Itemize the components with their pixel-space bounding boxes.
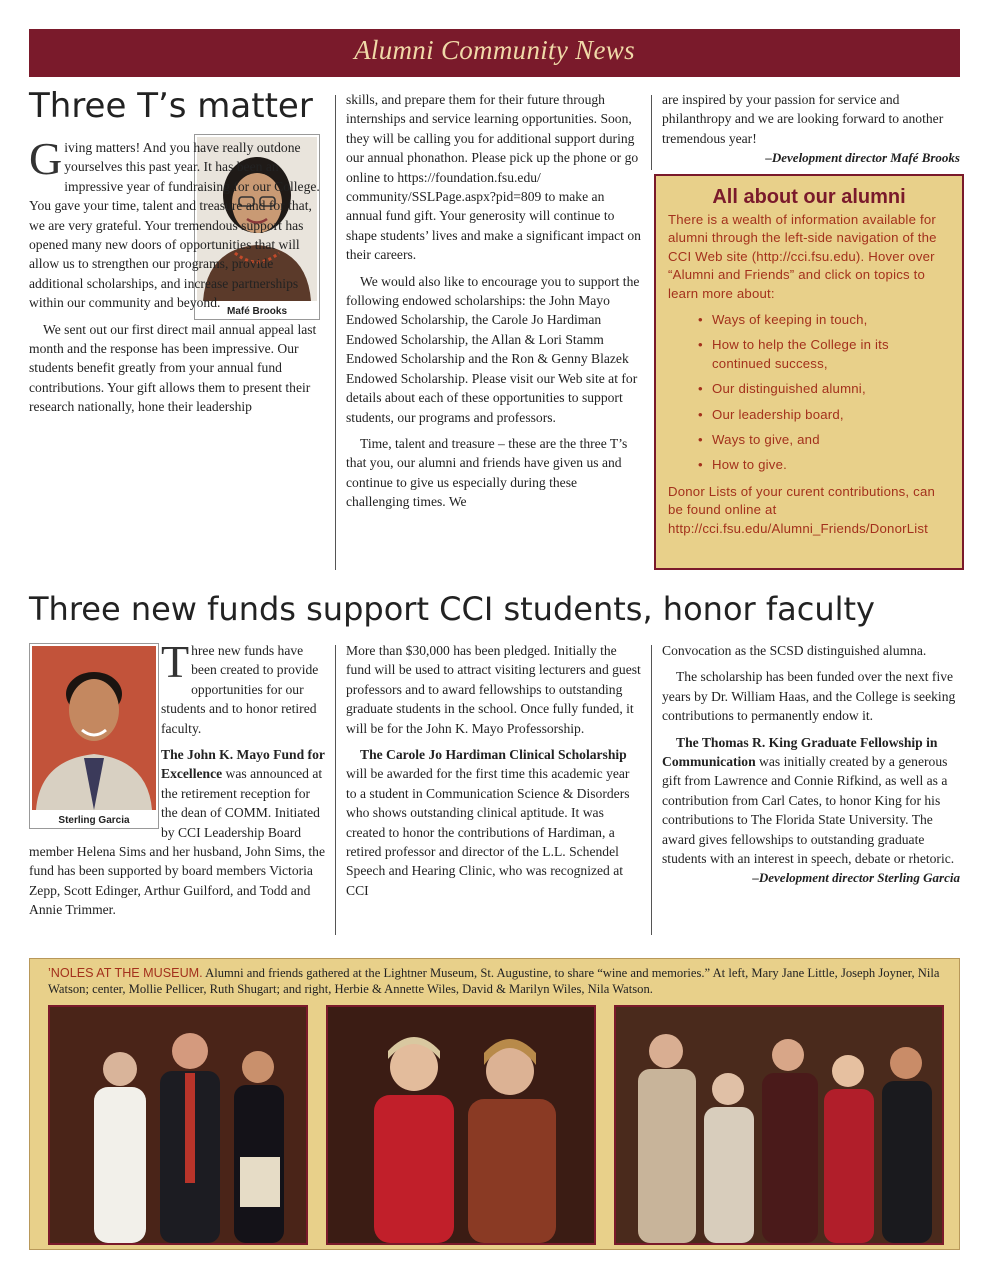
- dropcap: T: [161, 636, 190, 687]
- museum-photo-left: [48, 1005, 308, 1245]
- group-photo-image: [50, 1007, 306, 1243]
- museum-photo-right: [614, 1005, 944, 1245]
- museum-photo-panel: [29, 958, 960, 1250]
- article2-column-1: [29, 636, 325, 920]
- photo-caption: Mafé Brooks: [226, 306, 287, 317]
- paragraph: was announced at the retirement reception for the dean of COMM. Initiated by CCI Leadership Board member Helena Sims and her husband, John Sims, the fund has been supported by board members Victoria Zepp, Scott Edinger, Arthur Guilford, and Todd and Annie Trimmer.: [29, 766, 325, 918]
- column-divider: [335, 645, 336, 935]
- paragraph: The scholarship has been funded over the next five years by Dr. William Haas, and the College is seeking contributions to permanently endow it.: [662, 669, 956, 724]
- paragraph: iving matters! And you have really outdone yourselves this past year. It has been an impressive year of fundraising for our College. You gave your time, talent and treasure and for that, we are very grateful. Your tremendous support has opened many new doors of opportunities that will allow us to strengthen our programs, provide additional scholarships, and increase partnerships within our community and beyond.: [29, 140, 320, 311]
- column-divider: [651, 95, 652, 170]
- sidebar-title: All about our alumni: [712, 186, 906, 208]
- paragraph: We would also like to encourage you to support the following endowed scholarships: the John Mayo Endowed Scholarship, the Carole Jo Hardiman Endowed Scholarship, the Allan & Lori Stamm Endowed Scholarship and the Ron & Genny Blazek Endowed Scholarship. Please visit our Web site at for details about each of these opportunities to support students, our programs and professors.: [346, 273, 640, 425]
- sidebar-intro: There is a wealth of information available for alumni through the left-side navigation of the CCI Web site (http://cci.fsu.edu). Hover over “Alumni and Friends” and click on topics to learn more about:: [668, 212, 937, 301]
- list-item: • Ways of keeping in touch,: [698, 311, 950, 329]
- paragraph: are inspired by your passion for service and philanthropy and we are looking forward to another tremendous year!: [662, 92, 944, 146]
- paragraph: will be awarded for the first time this academic year to a student in Communication Science & Disorders who shows outstanding clinical aptitude. It was created to honor the contributions of Hardiman, a retired professor and director of the L.L. Schendel Speech and Hearing Clinic, who was recognized at CCI: [346, 766, 630, 898]
- museum-caption: [48, 965, 953, 997]
- article1-column-3: [662, 90, 960, 168]
- caption-kicker: ’NOLES AT THE MUSEUM.: [48, 966, 203, 980]
- paragraph: hree new funds have been created to provide opportunities for our students and to honor retired faculty.: [161, 643, 319, 736]
- list-item: • Our distinguished alumni,: [698, 380, 950, 398]
- article2-column-2: [346, 641, 642, 900]
- paragraph: Time, talent and treasure – these are the three T’s that you, our alumni and friends have given us and continue to give us especially during these challenging times. We: [346, 435, 628, 510]
- sidebar-list: [698, 311, 950, 475]
- article1-column-2: [346, 90, 642, 512]
- signature: –Development director Sterling Garcia: [752, 870, 960, 886]
- list-item: • Our leadership board,: [698, 406, 950, 424]
- float-spacer: [29, 745, 161, 823]
- fellowship-name: The Thomas R. King Graduate Fellowship in Communication: [662, 734, 938, 770]
- scholarship-name: The Carole Jo Hardiman Clinical Scholarship: [360, 747, 627, 763]
- list-item: • Ways to give, and: [698, 431, 950, 449]
- article2-column-3: [662, 641, 960, 888]
- sidebar-outro: Donor Lists of your curent contributions, can be found online at http://cci.fsu.edu/Alumni_Friends/DonorList: [668, 483, 936, 536]
- paragraph: skills, and prepare them for their future through internships and service learning opportunities. Soon, they will be calling you for additional support during our annual phonathon. Please pick up the phone or go online to https://foundation.fsu.edu/ community/SSLPage.aspx?pid=809 to make an annual fund gift. Your generosity will continue to shape students’ lives and make a significant impact on their careers.: [346, 92, 641, 263]
- column-divider: [651, 645, 652, 935]
- article1-column-1: [29, 133, 325, 417]
- list-item: • How to help the College in its continued success,: [698, 336, 950, 373]
- banner-title: Alumni Community News: [354, 35, 635, 65]
- column-divider: [335, 95, 336, 570]
- group-photo-image: [328, 1007, 594, 1243]
- fund-name: The John K. Mayo Fund for Excellence: [161, 747, 325, 782]
- alumni-info-sidebar: [654, 174, 964, 570]
- article1-headline: Three T’s matter: [29, 86, 313, 126]
- paragraph: We sent out our first direct mail annual appeal last month and the response has been impressive. Our students benefit greatly from your annual fund contributions. Your gift allows them to present their research nationally, hone their leadership: [29, 321, 317, 415]
- caption-text: Alumni and friends gathered at the Lightner Museum, St. Augustine, to share “wine and memories.” At left, Mary Jane Little, Joseph Joyner, Nila Watson; center, Mollie Pellicer, Ruth Shugart; and right, Herbie & Annette Wiles, David & Marilyn Wiles, Nila Watson.: [48, 966, 940, 996]
- paragraph: Convocation as the SCSD distinguished alumna.: [662, 643, 927, 658]
- paragraph: was initially created by a generous gift from Lawrence and Connie Rifkind, as well as a contribution from Carl Cates, to honor King for his contributions to The Florida State University. The award gives fellowships to outstanding graduate students with an interest in speech, debate or rhetoric.: [662, 754, 955, 867]
- dropcap: G: [29, 133, 63, 184]
- photo-caption: Sterling Garcia: [58, 815, 130, 826]
- list-item: • How to give.: [698, 456, 950, 474]
- signature: –Development director Mafé Brooks: [765, 150, 960, 166]
- group-photo-image: [616, 1007, 942, 1243]
- section-banner: [29, 29, 960, 77]
- paragraph: More than $30,000 has been pledged. Initially the fund will be used to attract visiting lecturers and guest professors and to award fellowships to outstanding graduate students in the school. Once fully funded, it will be for the John K. Mayo Professorship.: [346, 643, 641, 736]
- article2-headline: Three new funds support CCI students, honor faculty: [29, 590, 875, 628]
- museum-photo-center: [326, 1005, 596, 1245]
